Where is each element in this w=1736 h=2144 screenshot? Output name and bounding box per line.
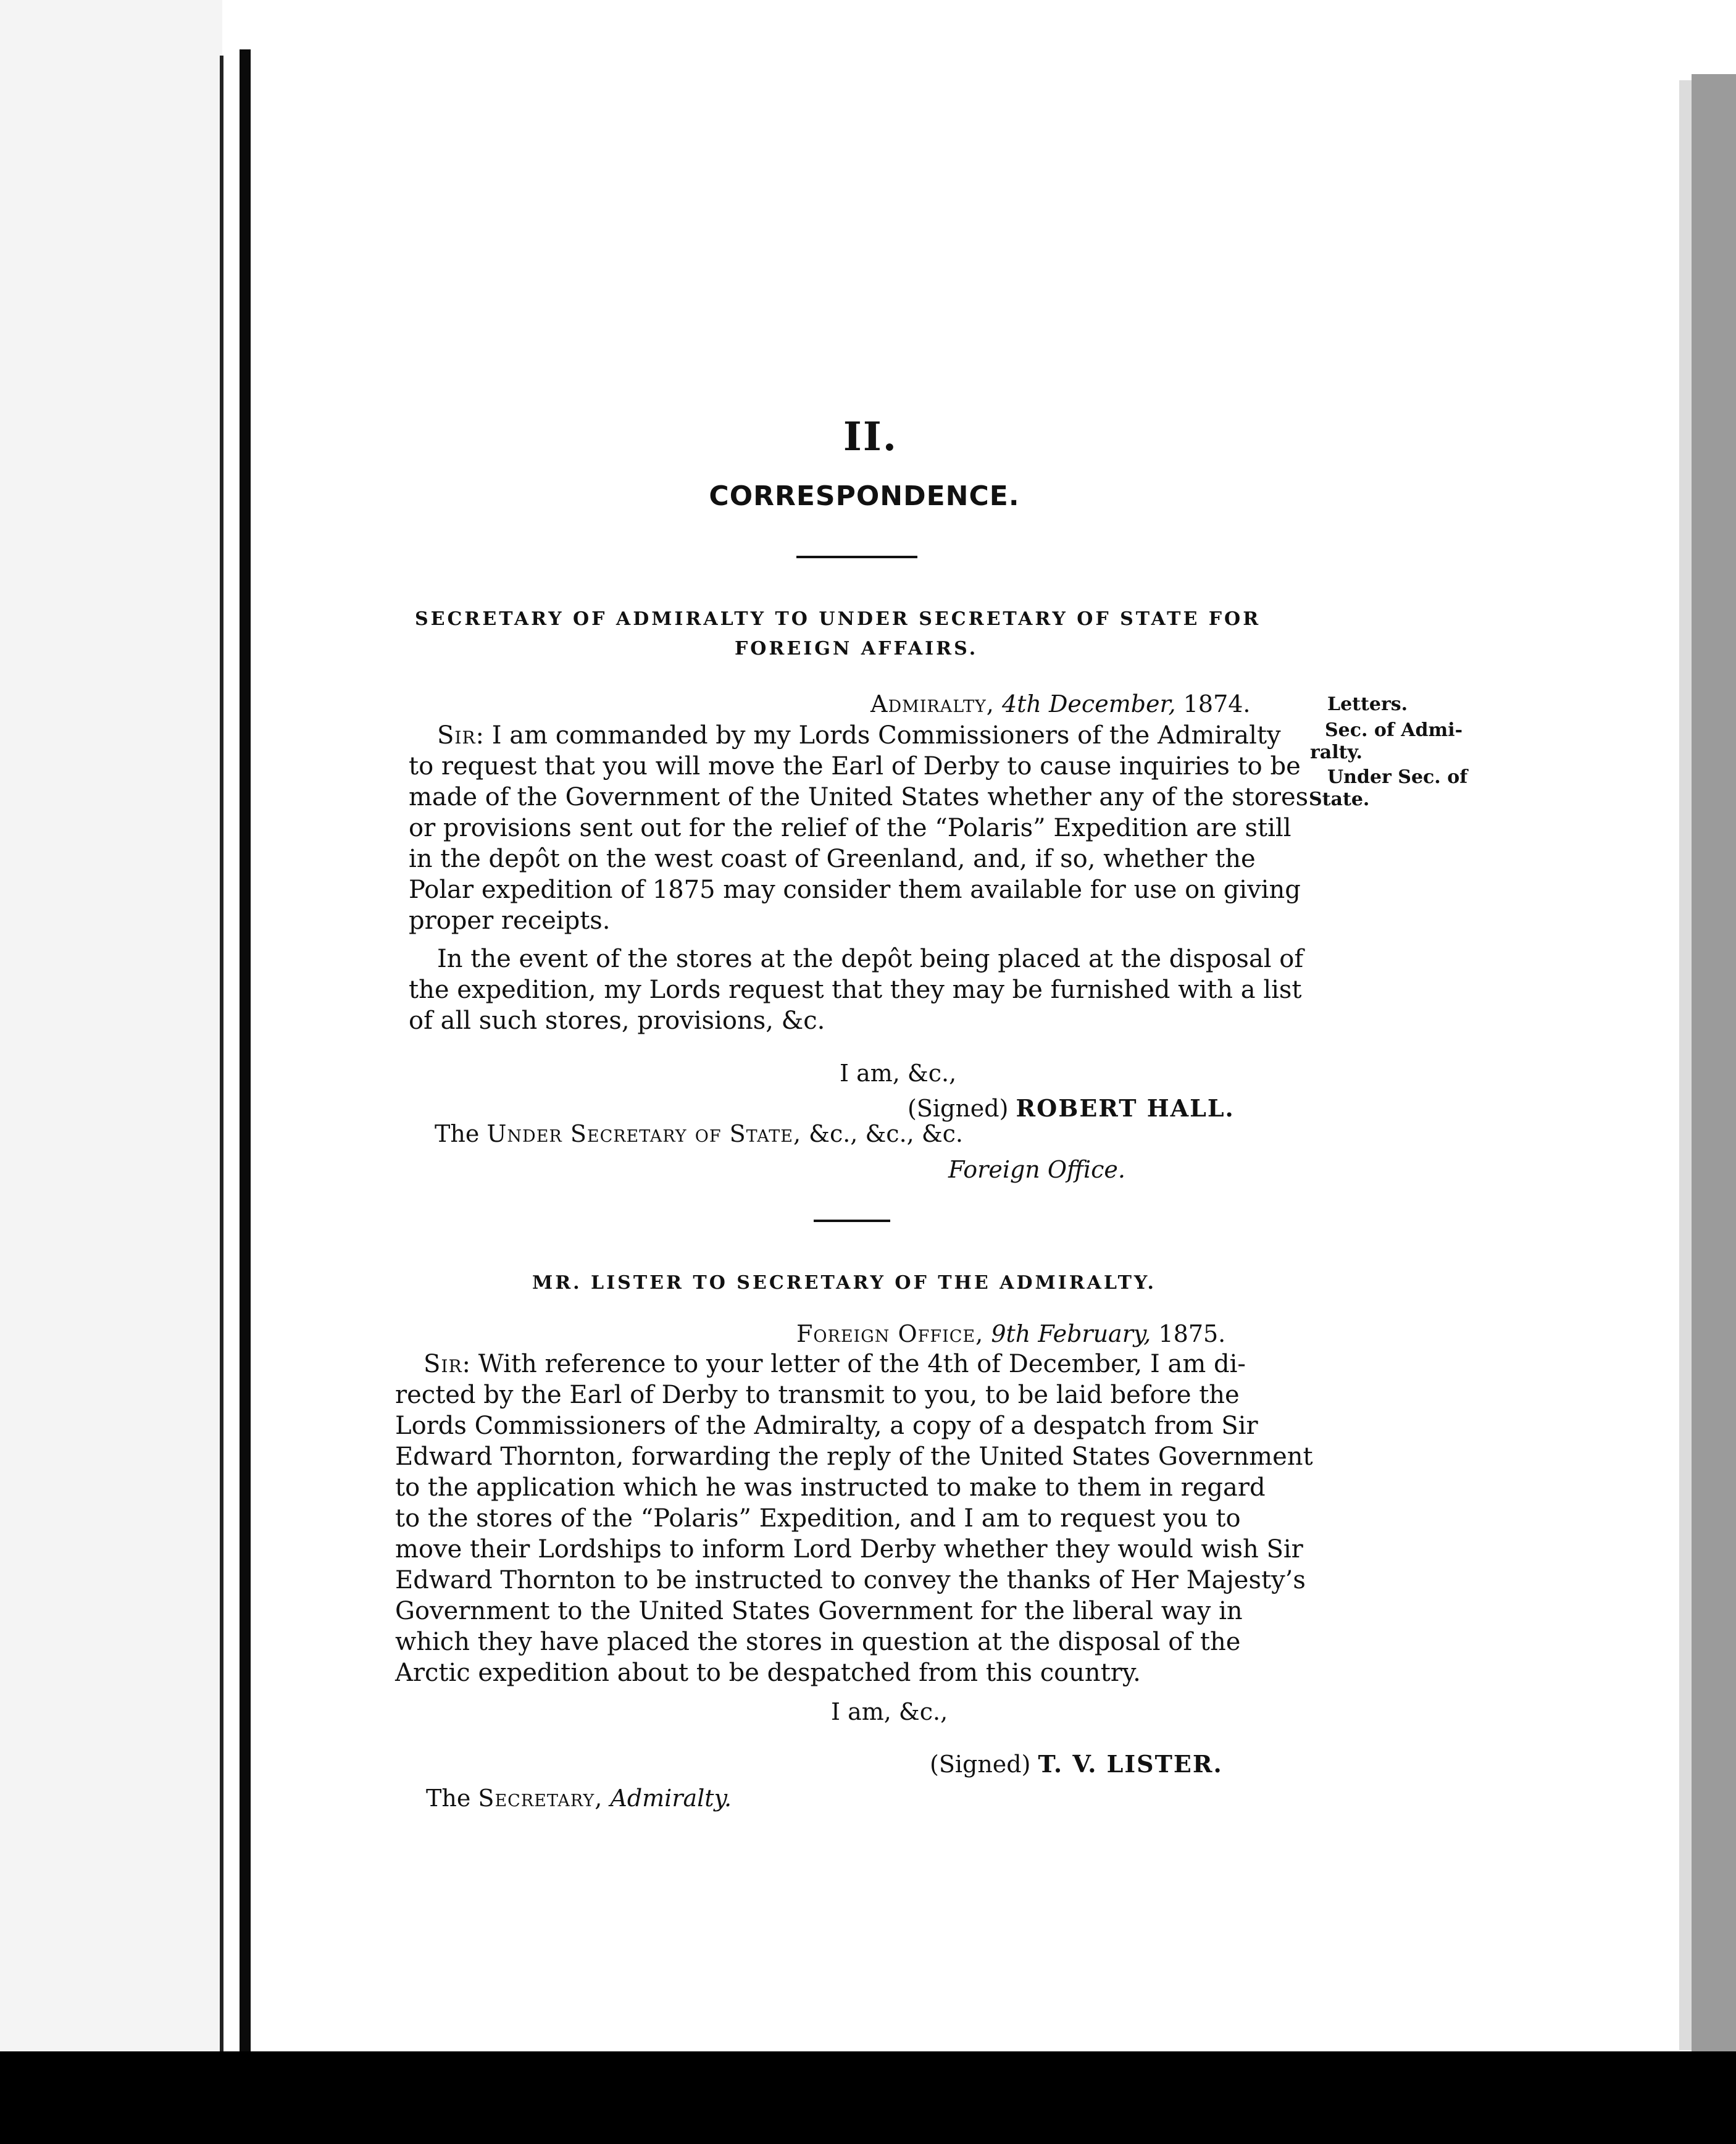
letter2-closing: I am, &c.,	[831, 1698, 948, 1725]
letter1-line: in the depôt on the west coast of Greenland, and, if so, whether the	[409, 845, 1256, 873]
letter1-addressee-office: Foreign Office.	[948, 1156, 1125, 1183]
chapter-number: II.	[843, 414, 898, 460]
margin-note: State.	[1309, 789, 1370, 810]
letter1-dateline	[870, 690, 1251, 718]
letter1-closing: I am, &c.,	[840, 1060, 957, 1087]
letter2-dateline	[796, 1320, 1225, 1347]
letter2-line: to the stores of the “Polaris” Expedition, and I am to request you to	[395, 1504, 1241, 1533]
letter1-line: In the event of the stores at the depôt being placed at the disposal of	[437, 945, 1304, 973]
letter1-date: 4th December,	[1001, 690, 1176, 718]
letter1-line: or provisions sent out for the relief of the “Polaris” Expedition are still	[409, 814, 1292, 842]
margin-note: Sec. of Admi-	[1325, 719, 1463, 741]
letter2-line: Edward Thornton, forwarding the reply of the United States Government	[395, 1443, 1313, 1471]
letter1-line: made of the Government of the United States whether any of the stores	[409, 783, 1309, 811]
section-rule	[796, 556, 917, 558]
letter1-line: Polar expedition of 1875 may consider them available for use on giving	[409, 876, 1301, 904]
letter2-heading: MR. LISTER TO SECRETARY OF THE ADMIRALTY.	[532, 1272, 1156, 1294]
letter2-signature: (Signed) T. V. LISTER.	[930, 1750, 1223, 1778]
letter2-line: Lords Commissioners of the Admiralty, a copy of a despatch from Sir	[395, 1412, 1258, 1440]
letter1-signature: (Signed) ROBERT HALL.	[908, 1094, 1235, 1122]
letter1-year: 1874.	[1183, 690, 1251, 718]
letter1-line: proper receipts.	[409, 907, 611, 935]
letter2-signer: T. V. LISTER.	[1038, 1750, 1223, 1778]
letter1-line: Sir: I am commanded by my Lords Commissioners of the Admiralty	[437, 721, 1281, 750]
section-rule	[814, 1220, 890, 1222]
letter2-place: Foreign Office,	[796, 1320, 984, 1347]
margin-note: Under Sec. of	[1327, 766, 1468, 788]
letter2-line: Sir: With reference to your letter of the 4th of December, I am di-	[424, 1350, 1246, 1378]
letter2-addressee: The Secretary, Admiralty.	[426, 1785, 732, 1812]
chapter-title: CORRESPONDENCE.	[709, 480, 1020, 512]
letter2-line: move their Lordships to inform Lord Derby whether they would wish Sir	[395, 1535, 1303, 1564]
letter1-place: Admiralty,	[870, 690, 995, 718]
letter2-line: Government to the United States Government for the liberal way in	[395, 1597, 1243, 1625]
letter2-date: 9th February,	[991, 1320, 1151, 1347]
margin-note: ralty.	[1310, 742, 1363, 763]
letter1-heading-line1: SECRETARY OF ADMIRALTY TO UNDER SECRETARY OF STATE FOR	[415, 608, 1261, 630]
letter2-line: Arctic expedition about to be despatched from this country.	[395, 1659, 1141, 1687]
letter2-line: which they have placed the stores in question at the disposal of the	[395, 1628, 1241, 1656]
letter2-line: Edward Thornton to be instructed to convey the thanks of Her Majesty’s	[395, 1566, 1306, 1594]
letter1-signer: ROBERT HALL.	[1016, 1094, 1235, 1122]
margin-note: Letters.	[1327, 693, 1408, 715]
letter1-salutation: Sir	[437, 721, 476, 750]
letter1-addressee: The Under Secretary of State, &c., &c., &c.	[435, 1120, 964, 1147]
letter2-line: to the application which he was instructed to make to them in regard	[395, 1473, 1266, 1502]
letter1-heading-line2: FOREIGN AFFAIRS.	[735, 638, 979, 660]
letter2-salutation: Sir	[424, 1350, 462, 1378]
letter1-line: to request that you will move the Earl of Derby to cause inquiries to be	[409, 752, 1301, 781]
letter2-year: 1875.	[1158, 1320, 1226, 1347]
letter1-line: of all such stores, provisions, &c.	[409, 1007, 825, 1035]
letter1-line: the expedition, my Lords request that they may be furnished with a list	[409, 976, 1302, 1004]
letter2-line: rected by the Earl of Derby to transmit to you, to be laid before the	[395, 1381, 1240, 1409]
